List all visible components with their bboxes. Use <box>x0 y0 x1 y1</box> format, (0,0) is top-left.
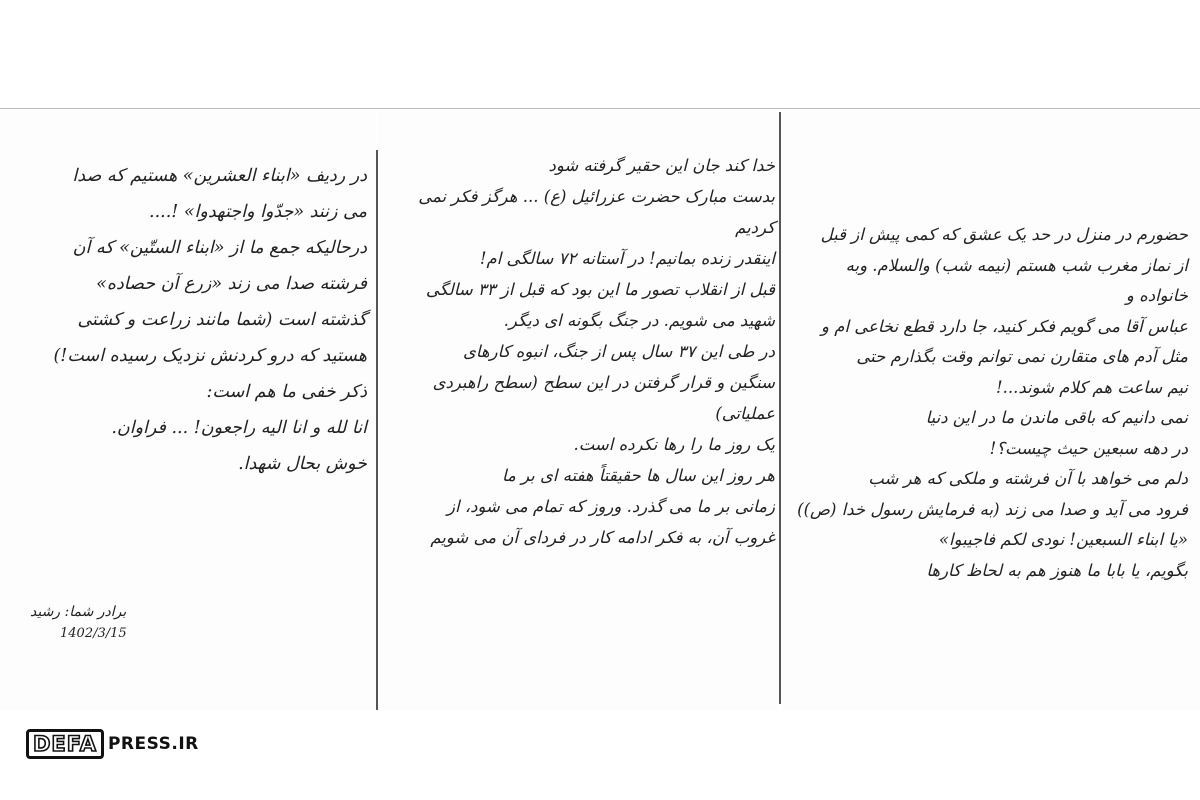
text-line: هر روز این سال ها حقیقتاً هفته ای بر ما <box>501 466 775 485</box>
text-line: یک روز ما را رها نکرده است. <box>573 435 775 454</box>
text-line: زمانی بر ما می گذرد. وروز که تمام می شود، از <box>447 497 775 516</box>
page-top-edge <box>0 108 1200 109</box>
signature-name: برادر شما: رشید <box>30 604 127 620</box>
text-line: می زنند «جدّوا واجتهدوا» !.... <box>149 202 367 222</box>
text-line: فرود می آید و صدا می زند (به فرمایش رسول خدا (ص)) <box>797 499 1188 519</box>
text-line: «یا ابناء السبعین! نودی لکم فاجیبوا» <box>938 530 1188 549</box>
signature-date: 1402/3/15 <box>60 626 127 641</box>
text-line: ذکر خفی ما هم است: <box>206 382 367 402</box>
page-divider-left <box>376 150 378 710</box>
text-line: نیم ساعت هم کلام شوند...! <box>996 377 1188 397</box>
text-line: انا لله و انا الیه راجعون! ... فراوان. <box>111 418 367 438</box>
text-line: بدست مبارک حضرت عزرائیل (ع) ... هرگز فکر نمی کردیم <box>418 187 775 237</box>
text-line: در ردیف «ابناء العشرین» هستیم که صدا <box>72 166 367 186</box>
text-line: خدا کند جان این حقیر گرفته شود <box>548 156 775 175</box>
text-line: فرشته صدا می زند «زرع آن حصاده» <box>96 274 367 294</box>
logo-brand: DEFA <box>26 729 104 759</box>
text-line: دلم می خواهد با آن فرشته و ملکی که هر شب <box>868 469 1188 488</box>
text-line: خوش بحال شهدا. <box>238 454 367 474</box>
logo-suffix: PRESS.IR <box>107 734 199 754</box>
text-line: سنگین و قرار گرفتن در این سطح (سطح راهبردی عملیاتی) <box>432 373 775 423</box>
text-line: مثل آدم های متقارن نمی توانم وقت بگذارم حتی <box>856 347 1188 366</box>
handwritten-column-right <box>793 220 1188 586</box>
text-line: عباس آقا می گویم فکر کنید، جا دارد قطع نخاعی ام و <box>821 316 1188 336</box>
text-line: درحالیکه جمع ما از «ابناء الستّین» که آن <box>72 238 367 258</box>
text-line: در دهه سبعین حیث چیست؟! <box>989 438 1188 458</box>
page-divider-right <box>779 112 781 704</box>
defapress-logo <box>26 730 199 758</box>
text-line: قبل از انقلاب تصور ما این بود که قبل از ۳۳ سالگی <box>425 280 775 299</box>
text-line: اینقدر زنده بمانیم! در آستانه ۷۲ سالگی ام! <box>479 249 775 268</box>
text-line: از نماز مغرب شب هستم (نیمه شب) والسلام. وبه خانواده و <box>845 255 1188 305</box>
text-line: حضورم در منزل در حد یک عشق که کمی پیش از قبل <box>820 225 1188 244</box>
text-line: بگویم، یا بابا ما هنوز هم به لحاظ کارها <box>926 560 1188 580</box>
text-line: شهید می شویم. در جنگ بگونه ای دیگر. <box>503 311 775 330</box>
handwritten-column-left <box>12 158 367 482</box>
handwritten-column-middle <box>390 150 775 553</box>
text-line: در طی این ۳۷ سال پس از جنگ، انبوه کارهای <box>462 342 775 361</box>
text-line: غروب آن، به فکر ادامه کار در فردای آن می شویم <box>430 528 775 547</box>
text-line: هستید که درو کردنش نزدیک رسیده است!) <box>53 346 367 366</box>
text-line: گذشته است (شما مانند زراعت و کشتی <box>77 310 367 330</box>
text-line: نمی دانیم که باقی ماندن ما در این دنیا <box>925 408 1188 427</box>
